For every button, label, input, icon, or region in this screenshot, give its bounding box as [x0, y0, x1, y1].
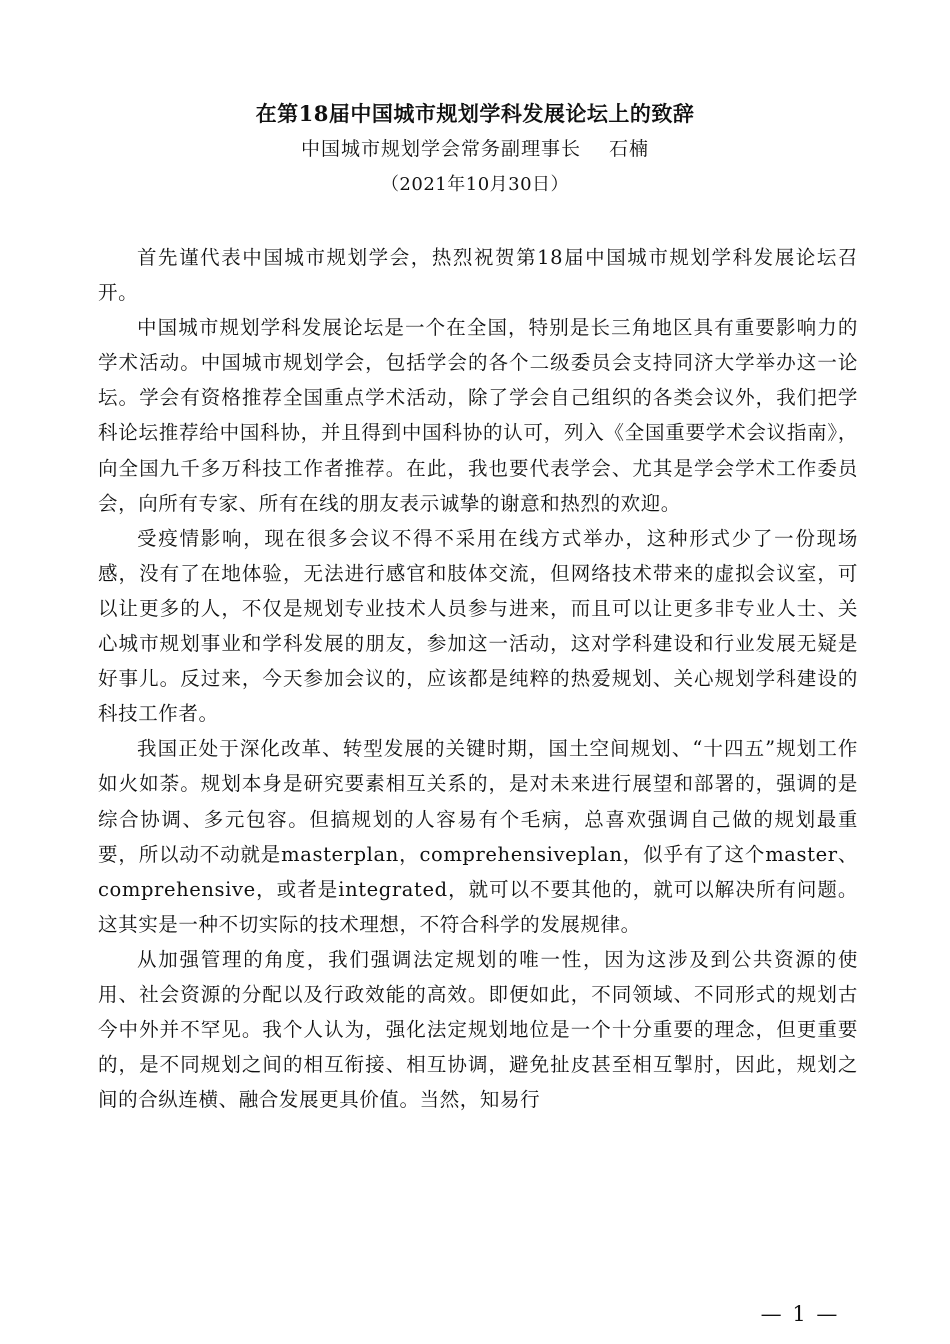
paragraph-2: 中国城市规划学科发展论坛是一个在全国，特别是长三角地区具有重要影响力的学术活动。中国城市规划学会，包括学会的各个二级委员会支持同济大学举办这一论坛。学会有资格推荐全国重点学术活动，除了学会自己组织的各类会议外，我们把学科论坛推荐给中国科协，并且得到中国科协的认可，列入《全国重要学术会议指南》，向全国九千多万科技工作者推荐。在此，我也要代表学会、尤其是学会学术工作委员会，向所有专家、所有在线的朋友表示诚挚的谢意和热烈的欢迎。	[98, 316, 858, 515]
author-position: 中国城市规划学会常务副理事长	[300, 138, 581, 160]
author-name: 石楠	[609, 138, 650, 160]
paragraph-4: 我国正处于深化改革、转型发展的关键时期，国土空间规划、“十四五”规划工作如火如荼。规划本身是研究要素相互关系的，是对未来进行展望和部署的，强调的是综合协调、多元包容。但搞规划的人容易有个毛病，总喜欢强调自己做的规划最重要，所以动不动就是masterplan，comprehensiveplan，似乎有了这个master、comprehensive，或者是integrated，就可以不要其他的，就可以解决所有问题。这其实是一种不切实际的技术理想，不符合科学的发展规律。	[98, 737, 858, 936]
speech-body	[98, 240, 858, 1117]
speech-date: （2021年10月30日）	[380, 174, 570, 195]
paragraph-5: 从加强管理的角度，我们强调法定规划的唯一性，因为这涉及到公共资源的使用、社会资源的分配以及行政效能的高效。即便如此，不同领域、不同形式的规划古今中外并不罕见。我个人认为，强化法定规划地位是一个十分重要的理念，但更重要的，是不同规划之间的相互衔接、相互协调，避免扯皮甚至相互掣肘，因此，规划之间的合纵连横、融合发展更具价值。当然，知易行	[98, 947, 858, 1112]
document-title: 在第18届中国城市规划学科发展论坛上的致辞	[255, 101, 695, 126]
paragraph-3: 受疫情影响，现在很多会议不得不采用在线方式举办，这种形式少了一份现场感，没有了在地体验，无法进行感官和肢体交流，但网络技术带来的虚拟会议室，可以让更多的人，不仅是规划专业技术人员参与进来，而且可以让更多非专业人士、关心城市规划事业和学科发展的朋友，参加这一活动，这对学科建设和行业发展无疑是好事儿。反过来，今天参加会议的，应该都是纯粹的热爱规划、关心规划学科建设的科技工作者。	[98, 526, 858, 726]
paragraph-1: 首先谨代表中国城市规划学会，热烈祝贺第18届中国城市规划学科发展论坛召开。	[98, 246, 858, 305]
author-line	[0, 132, 950, 166]
page-number: — 1 —	[760, 1302, 840, 1326]
